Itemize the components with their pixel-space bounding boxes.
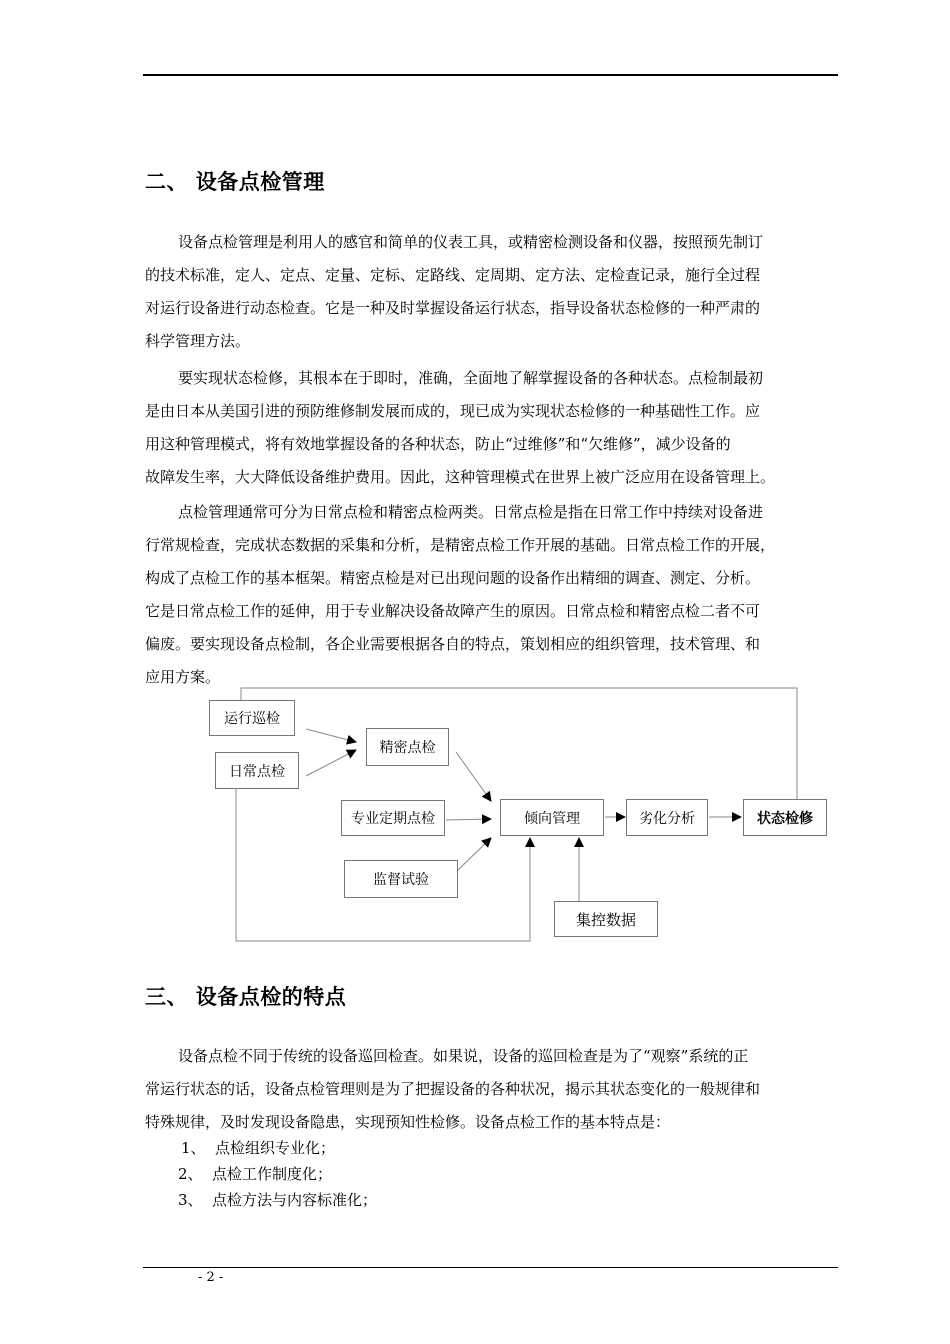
list-item-number: 2、 bbox=[178, 1165, 203, 1183]
text-line: 点检管理通常可分为日常点检和精密点检两类。日常点检是指在日常工作中持续对设备进 bbox=[178, 503, 764, 521]
section2-heading: 二、 设备点检管理 bbox=[145, 170, 325, 194]
text-line: 构成了点检工作的基本框架。精密点检是对已出现问题的设备作出精细的调查、测定、分析。 bbox=[145, 569, 761, 587]
arrow-daily-to-precision bbox=[306, 750, 356, 776]
box-trend-management: 倾向管理 bbox=[500, 799, 604, 836]
box-run-patrol: 运行巡检 bbox=[209, 700, 295, 736]
section3-paragraph-1 bbox=[145, 1040, 845, 1139]
box-central-data: 集控数据 bbox=[554, 901, 658, 937]
list-item-text: 点检工作制度化； bbox=[212, 1165, 333, 1183]
arrow-run-to-precision bbox=[306, 729, 356, 742]
page-number: - 2 - bbox=[198, 1270, 224, 1285]
list-item-text: 点检方法与内容标准化； bbox=[212, 1191, 378, 1209]
text-line: 设备点检不同于传统的设备巡回检查。如果说，设备的巡回检查是为了“观察”系统的正 bbox=[178, 1047, 749, 1065]
text-line: 常运行状态的话，设备点检管理则是为了把握设备的各种状况，揭示其状态变化的一般规律和 bbox=[145, 1080, 761, 1098]
section3-heading: 三、 设备点检的特点 bbox=[145, 985, 347, 1009]
list-item-number: 3、 bbox=[178, 1191, 203, 1209]
box-supervision-test: 监督试验 bbox=[344, 860, 458, 898]
text-line: 的技术标准，定人、定点、定量、定标、定路线、定周期、定方法、定检查记录，施行全过程 bbox=[145, 266, 761, 284]
list-item-number: 1、 bbox=[181, 1139, 206, 1157]
box-degradation-analysis: 劣化分析 bbox=[626, 799, 708, 836]
text-line: 行常规检查，完成状态数据的采集和分析，是精密点检工作开展的基础。日常点检工作的开展， bbox=[145, 536, 776, 554]
text-line: 设备点检管理是利用人的感官和简单的仪表工具，或精密检测设备和仪器，按照预先制订 bbox=[178, 233, 764, 251]
arrow-supervision-to-trend bbox=[456, 838, 491, 872]
arrow-periodic-to-trend bbox=[446, 819, 491, 820]
text-line: 对运行设备进行动态检查。它是一种及时掌握设备运行状态，指导设备状态检修的一种严肃的 bbox=[145, 299, 761, 317]
list-item bbox=[181, 1137, 335, 1158]
text-line: 要实现状态检修，其根本在于即时，准确，全面地了解掌握设备的各种状态。点检制最初 bbox=[178, 369, 764, 387]
box-precision-check: 精密点检 bbox=[366, 728, 449, 766]
list-item bbox=[178, 1163, 332, 1184]
text-line: 故障发生率，大大降低设备维护费用。因此，这种管理模式在世界上被广泛应用在设备管理上。 bbox=[145, 468, 776, 486]
footer-rule bbox=[143, 1267, 838, 1268]
list-item bbox=[178, 1189, 377, 1210]
box-condition-maintenance: 状态检修 bbox=[743, 799, 827, 836]
text-line: 用这种管理模式，将有效地掌握设备的各种状态，防止“过维修”和“欠维修”，减少设备的 bbox=[145, 435, 731, 453]
text-line: 科学管理方法。 bbox=[145, 332, 251, 350]
box-periodic-check: 专业定期点检 bbox=[341, 800, 445, 836]
box-daily-check: 日常点检 bbox=[215, 752, 299, 789]
arrow-precision-to-trend bbox=[456, 752, 491, 801]
text-line: 它是日常点检工作的延伸，用于专业解决设备故障产生的原因。日常点检和精密点检二者不可 bbox=[145, 602, 761, 620]
text-line: 特殊规律，及时发现设备隐患，实现预知性检修。设备点检工作的基本特点是： bbox=[145, 1113, 671, 1131]
list-item-text: 点检组织专业化； bbox=[215, 1139, 336, 1157]
feedback-line bbox=[241, 688, 797, 799]
text-line: 偏废。要实现设备点检制，各企业需要根据各自的特点，策划相应的组织管理，技术管理、和 bbox=[145, 635, 761, 653]
text-line: 应用方案。 bbox=[145, 668, 221, 686]
text-line: 是由日本从美国引进的预防维修制发展而成的，现已成为实现状态检修的一种基础性工作。应 bbox=[145, 402, 761, 420]
